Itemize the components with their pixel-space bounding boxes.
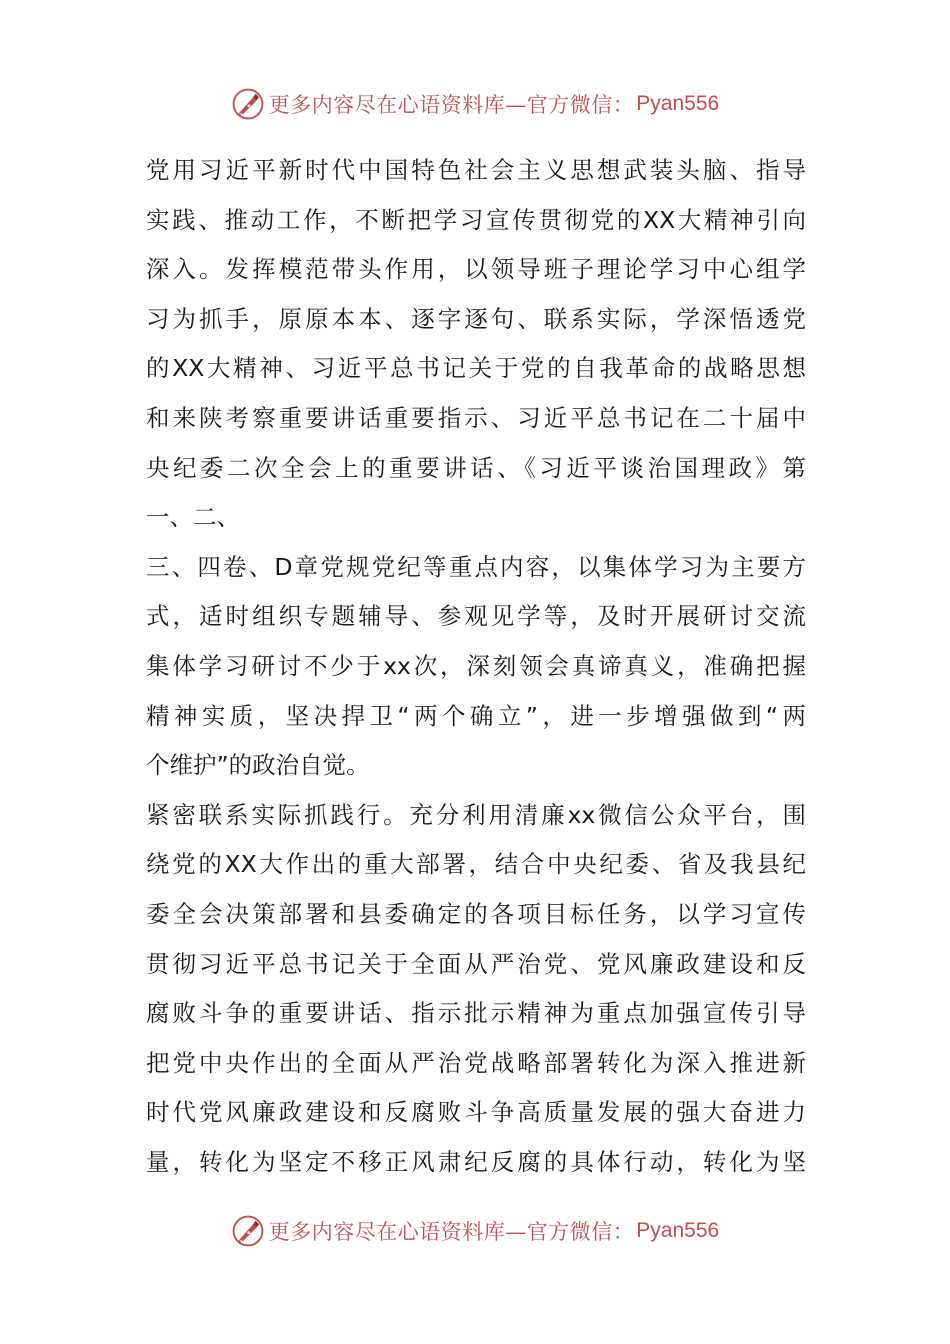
- body-line: 量，转化为坚定不移正风肃纪反腐的具体行动，转化为坚: [146, 1147, 806, 1176]
- body-line: 精神实质，坚决捍卫“两个确立”，进一步增强做到“两: [146, 701, 806, 730]
- body-line: 习为抓手，原原本本、逐字逐句、联系实际，学深悟透党: [146, 304, 806, 333]
- body-line: 集体学习研讨不少于xx次，深刻领会真谛真义，准确把握: [146, 651, 806, 680]
- document-body: [146, 146, 806, 1187]
- header-banner-wechat-id: Pyan556: [636, 92, 720, 115]
- body-line: 式，适时组织专题辅导、参观见学等，及时开展研讨交流: [146, 602, 806, 631]
- body-line: 腐败斗争的重要讲话、指示批示精神为重点加强宣传引导: [146, 999, 806, 1028]
- header-banner-text: 更多内容尽在心语资料库—官方微信：: [268, 93, 635, 117]
- body-line: 把党中央作出的全面从严治党战略部署转化为深入推进新: [146, 1048, 806, 1077]
- footer-banner-text: 更多内容尽在心语资料库—官方微信：: [268, 1220, 635, 1244]
- body-line: 央纪委二次全会上的重要讲话、《习近平谈治国理政》第: [146, 453, 806, 482]
- body-line: 三、四卷、D章党规党纪等重点内容，以集体学习为主要方: [146, 552, 806, 581]
- body-line: 一、二、: [146, 503, 240, 532]
- body-line: 紧密联系实际抓践行。充分利用清廉xx微信公众平台，围: [146, 800, 806, 829]
- body-line: 贯彻习近平总书记关于全面从严治党、党风廉政建设和反: [146, 949, 806, 978]
- body-line: 和来陕考察重要讲话重要指示、习近平总书记在二十届中: [146, 403, 806, 432]
- footer-banner-wechat-id: Pyan556: [636, 1219, 720, 1242]
- footer-banner: [0, 1211, 950, 1251]
- body-line: 绕党的XX大作出的重大部署，结合中央纪委、省及我县纪: [146, 850, 806, 879]
- body-line: 实践、推动工作，不断把学习宣传贯彻党的XX大精神引向: [146, 205, 806, 234]
- pen-nib-logo-icon: [231, 1214, 265, 1248]
- body-line: 个维护”的政治自觉。: [146, 751, 370, 780]
- body-line: 委全会决策部署和县委确定的各项目标任务，以学习宣传: [146, 899, 806, 928]
- body-line: 党用习近平新时代中国特色社会主义思想武装头脑、指导: [146, 156, 806, 184]
- body-line: 的XX大精神、习近平总书记关于党的自我革命的战略思想: [146, 354, 806, 383]
- pen-nib-logo-icon: [231, 87, 265, 121]
- header-banner: [0, 84, 950, 124]
- body-line: 时代党风廉政建设和反腐败斗争高质量发展的强大奋进力: [146, 1098, 806, 1127]
- body-line: 深入。发挥模范带头作用，以领导班子理论学习中心组学: [146, 255, 806, 284]
